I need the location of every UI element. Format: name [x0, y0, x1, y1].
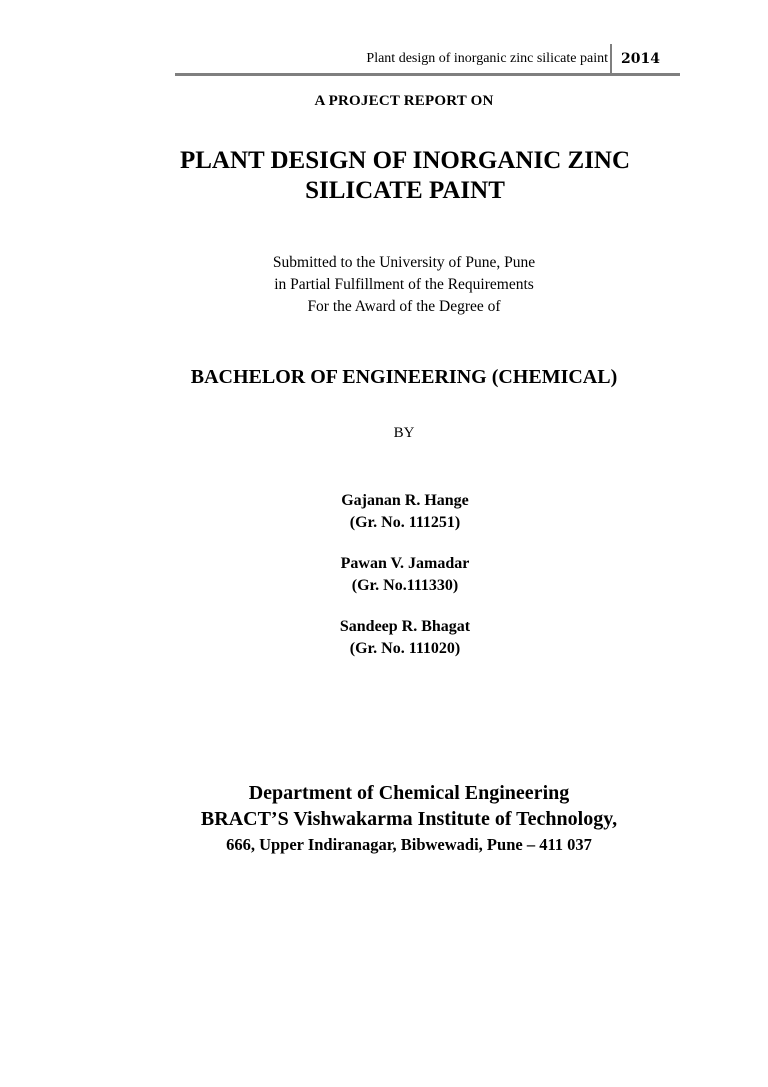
running-header-title: Plant design of inorganic zinc silicate paint [366, 51, 608, 66]
header-rule [175, 73, 680, 76]
running-header-year: 2014 [621, 51, 660, 67]
report-label: A PROJECT REPORT ON [314, 93, 494, 109]
submission-line: For the Award of the Degree of [307, 298, 501, 315]
author-gr-number: (Gr. No.111330) [351, 577, 459, 594]
department-name: Department of Chemical Engineering [248, 782, 570, 804]
institution-block [120, 780, 698, 858]
author-block [260, 616, 550, 660]
author-name: Sandeep R. Bhagat [339, 618, 471, 635]
author-name: Gajanan R. Hange [341, 492, 469, 509]
by-label: BY [393, 425, 415, 441]
header-separator [610, 44, 612, 74]
running-header [0, 0, 768, 80]
submission-line: in Partial Fulfillment of the Requirements [274, 276, 534, 293]
institute-name: BRACT’S Vishwakarma Institute of Technology, [200, 808, 618, 830]
report-title: PLANT DESIGN OF INORGANIC ZINC SILICATE PAINT [179, 147, 631, 204]
institute-address: 666, Upper Indiranagar, Bibwewadi, Pune – 411 037 [226, 835, 592, 854]
degree-title: BACHELOR OF ENGINEERING (CHEMICAL) [190, 366, 618, 388]
author-name: Pawan V. Jamadar [340, 555, 470, 572]
author-gr-number: (Gr. No. 111251) [349, 514, 461, 531]
submission-line: Submitted to the University of Pune, Pune [272, 254, 536, 271]
submission-statement [100, 252, 708, 318]
author-gr-number: (Gr. No. 111020) [349, 640, 461, 657]
author-block [260, 553, 550, 597]
author-block [260, 490, 550, 534]
